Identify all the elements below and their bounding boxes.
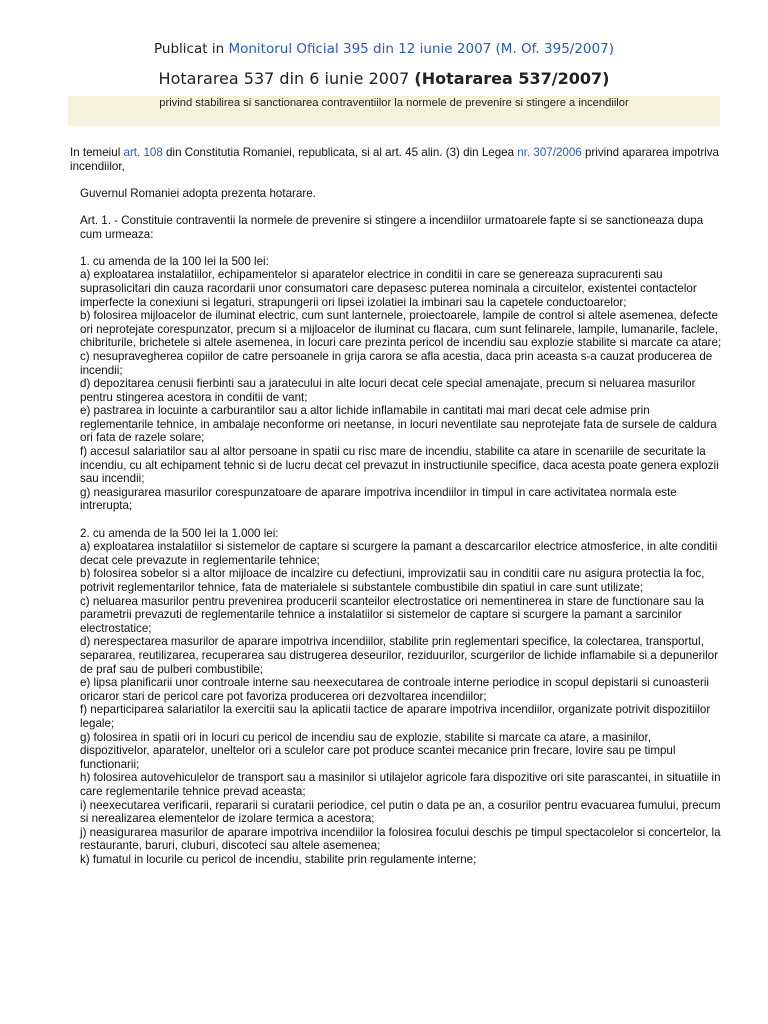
- monitorul-oficial-link[interactable]: Monitorul Oficial 395 din 12 iunie 2007 (M. Of. 395/2007): [228, 41, 614, 57]
- list-item: b) folosirea sobelor si a altor mijloace de incalzire cu defectiuni, improvizatii sau in conditii care nu asigura protectia la foc, potrivit reglementarilor tehnice, fata de materialele si substantele combustibile din spatiul in care sunt utilizate;: [80, 567, 705, 594]
- list-item: j) neasigurarea masurilor de aparare impotriva incendiilor la folosirea focului deschis pe timpul spectacolelor si concertelor, la restaurante, baruri, cluburi, discoteci sau altele asemenea;: [80, 825, 721, 853]
- publication-line: [0, 41, 768, 57]
- temei-text-2: din Constitutia Romaniei, republicata, si al art. 45 alin. (3) din Legea: [162, 146, 518, 159]
- list-item: e) pastrarea in locuinte a carburantilor sau a altor lichide inflamabile in cantitati mai mari decat cele admise prin reglementarile tehnice, in ambalaje neconforme ori neetanse, in locuri neventilate sau neprotejate fata de sursele de caldura ori fata de razele solare;: [80, 404, 717, 445]
- list-item: g) neasigurarea masurilor corespunzatoare de aparare impotriva incendiilor in timpul in care activitatea normala este intrerupta;: [80, 485, 677, 513]
- title-bold: (Hotararea 537/2007): [414, 69, 610, 88]
- list-item: g) folosirea in spatii ori in locuri cu pericol de incendiu sau de explozie, stabilite si marcate ca atare, a masinilor, dispozitivelor, aparatelor, uneltelor ori a sculelor care pot produce scantei mecanice prin frecare, lovire sau pe timpul functionarii;: [80, 730, 676, 771]
- list-item: d) nerespectarea masurilor de aparare impotriva incendiilor, stabilite prin reglementari specifice, la colectarea, transportul, separarea, reutilizarea, recuperarea sau distrugerea deseurilor, reziduurilor, scurgerilor de lichide inflamabile si a depunerilor de praf sau de pulberi combustibile;: [80, 635, 718, 676]
- publication-prefix: Publicat in: [154, 41, 229, 57]
- list-item: i) neexecutarea verificarii, repararii si curatarii periodice, cel putin o data pe an, a cosurilor pentru evacuarea fumului, precum si nerealizarea elementelor de izolare termica a acestora;: [80, 798, 721, 826]
- list-item: c) neluarea masurilor pentru prevenirea producerii scanteilor electrostatice ori nementinerea in stare de functionare sau la parametrii prevazuti de reglementarile tehnice a instalatiilor si sistemelor de captare si scurgere la pamant a sarcinilor electrostatice;: [80, 594, 704, 635]
- list-item: f) accesul salariatilor sau al altor persoane in spatii cu risc mare de incendiu, stabilite ca atare in scenariile de securitate la incendiu, cu alt echipament tehnic si de lucru decat cel prevazut in instructiunile specifice, daca acesta poate genera explozii sau incendii;: [80, 445, 719, 486]
- temei-paragraph: [70, 146, 722, 173]
- temei-text-3: privind apararea impotriva incendiilor,: [70, 146, 720, 173]
- document-subtitle: privind stabilirea si sanctionarea contraventiilor la normele de prevenire si stingere a incendiilor: [159, 97, 629, 109]
- art1-paragraph: Art. 1. - Constituie contraventii la normele de prevenire si stingere a incendiilor urmatoarele fapte si se sanctioneaza dupa cum urmeaza:: [80, 213, 704, 241]
- point2-heading: 2. cu amenda de la 500 lei la 1.000 lei:: [80, 526, 279, 540]
- list-item: c) nesupravegherea copiilor de catre persoanele in grija carora se afla acestia, daca prin aceasta s-a cauzat producerea de incendii;: [80, 349, 713, 377]
- list-item: a) exploatarea instalatiilor, echipamentelor si aparatelor electrice in conditii in care se genereaza supracurenti sau suprasolicitari din cauza racordarii unor consumatori care depasesc puterea nominala a circuitelor, existentei contactelor imperfecte la conexiuni si legaturi, strapungerii ori lipsei izolatiei la imbinari sau la capetele conductoarelor;: [80, 268, 697, 309]
- title-text: Hotararea 537 din 6 iunie 2007: [158, 69, 415, 88]
- list-item: h) folosirea autovehiculelor de transport sau a masinilor si utilajelor agricole fara dispozitive ori site parascantei, in situatiile in care reglementarile tehnice prevad aceasta;: [80, 771, 721, 798]
- list-item: e) lipsa planificarii unor controale interne sau neexecutarea de controale interne periodice in scopul depistarii si cunoasterii oricaror stari de pericol care pot favoriza producerea ori dezvoltarea incendiilor;: [80, 676, 710, 703]
- list-item: d) depozitarea cenusii fierbinti sau a jaratecului in alte locuri decat cele special amenajate, precum si neluarea masurilor pentru stingerea acestora in conditii de vant;: [80, 377, 696, 404]
- document-title: [0, 69, 768, 88]
- list-item: a) exploatarea instalatiilor si sistemelor de captare si scurgere la pamant a descarcarilor electrice atmosferice, in alte conditii decat cele prevazute in reglementarile tehnice;: [80, 540, 718, 567]
- temei-text-1: In temeiul: [70, 146, 124, 159]
- guvernul-paragraph: Guvernul Romaniei adopta prezenta hotarare.: [80, 186, 316, 200]
- list-item: k) fumatul in locurile cu pericol de incendiu, stabilite prin regulamente interne;: [80, 852, 477, 866]
- art-108-link[interactable]: art. 108: [123, 146, 163, 159]
- lege-307-link[interactable]: nr. 307/2006: [517, 146, 582, 159]
- document-body: [70, 146, 722, 866]
- list-item: f) neparticiparea salariatilor la exercitii sau la aplicatii tactice de aparare impotriva incendiilor, organizate potrivit dispozitiilor legale;: [80, 703, 711, 730]
- point1-heading: 1. cu amenda de la 100 lei la 500 lei:: [80, 254, 269, 268]
- list-item: b) folosirea mijloacelor de iluminat electric, cum sunt lanternele, proiectoarele, lampile de control si altele asemenea, defecte ori neprotejate corespunzator, precum si a mijloacelor de iluminat cu flacara, cum sunt felinarele, lampile, lumanarile, faclele, chibriturile, brichetele si altele asemenea, in locuri care prezinta pericol de incendiu sau explozie stabilite si marcate ca atare;: [80, 309, 722, 350]
